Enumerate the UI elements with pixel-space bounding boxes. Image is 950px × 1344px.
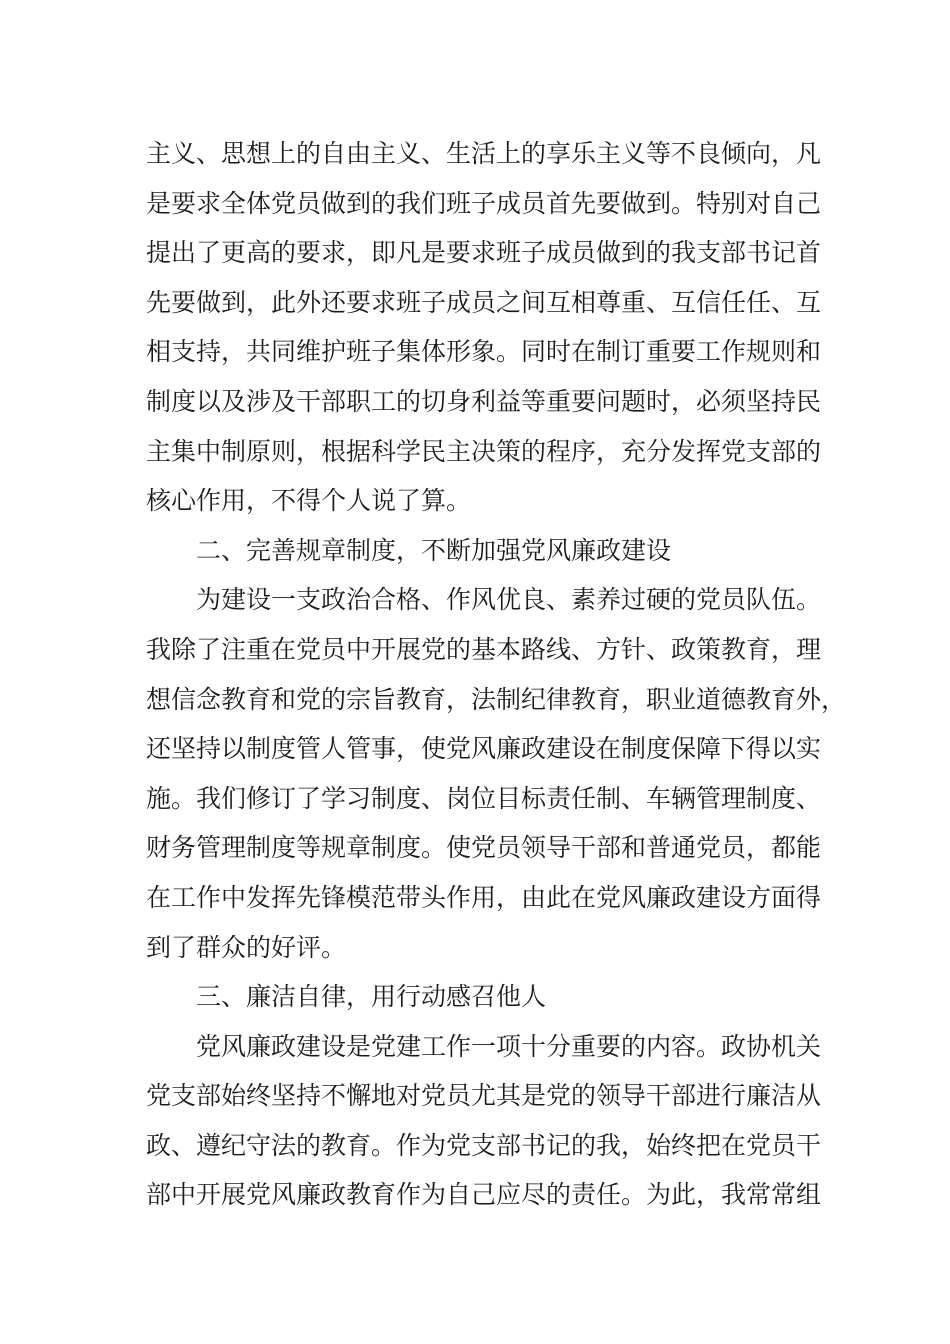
text-line: 想信念教育和党的宗旨教育，法制纪律教育，职业道德教育外，: [146, 684, 847, 714]
text-line: 主集中制原则，根据科学民主决策的程序，充分发挥党支部的: [146, 436, 822, 466]
text-line: 制度以及涉及干部职工的切身利益等重要问题时，必须坚持民: [146, 386, 822, 416]
text-line: 党支部始终坚持不懈地对党员尤其是党的领导干部进行廉洁从: [146, 1081, 822, 1111]
text-line: 在工作中发挥先锋模范带头作用，由此在党风廉政建设方面得: [146, 882, 822, 912]
text-line: 到了群众的好评。: [146, 932, 347, 962]
text-line: 相支持，共同维护班子集体形象。同时在制订重要工作规则和: [146, 337, 822, 367]
text-line: 提出了更高的要求，即凡是要求班子成员做到的我支部书记首: [146, 238, 822, 268]
paragraph-start-line: 党风廉政建设是党建工作一项十分重要的内容。政协机关: [196, 1031, 822, 1061]
text-line: 施。我们修订了学习制度、岗位目标责任制、车辆管理制度、: [146, 783, 822, 813]
paragraph-start-line: 为建设一支政治合格、作风优良、素养过硬的党员队伍。: [196, 585, 822, 615]
text-line: 核心作用，不得个人说了算。: [146, 486, 472, 516]
text-line: 还坚持以制度管人管事，使党风廉政建设在制度保障下得以实: [146, 734, 822, 764]
text-line: 先要做到，此外还要求班子成员之间互相尊重、互信任任、互: [146, 287, 822, 317]
text-line: 我除了注重在党员中开展党的基本路线、方针、政策教育，理: [146, 634, 822, 664]
paragraph-start-line: 三、廉洁自律，用行动感召他人: [196, 982, 547, 1012]
document-body: [146, 129, 847, 1220]
text-line: 财务管理制度等规章制度。使党员领导干部和普通党员，都能: [146, 833, 822, 863]
text-line: 是要求全体党员做到的我们班子成员首先要做到。特别对自己: [146, 188, 822, 218]
text-line: 部中开展党风廉政教育作为自己应尽的责任。为此，我常常组: [146, 1180, 822, 1210]
text-line: 主义、思想上的自由主义、生活上的享乐主义等不良倾向，凡: [146, 139, 822, 168]
paragraph-start-line: 二、完善规章制度，不断加强党风廉政建设: [196, 535, 672, 565]
text-line: 政、遵纪守法的教育。作为党支部书记的我，始终把在党员干: [146, 1130, 822, 1160]
